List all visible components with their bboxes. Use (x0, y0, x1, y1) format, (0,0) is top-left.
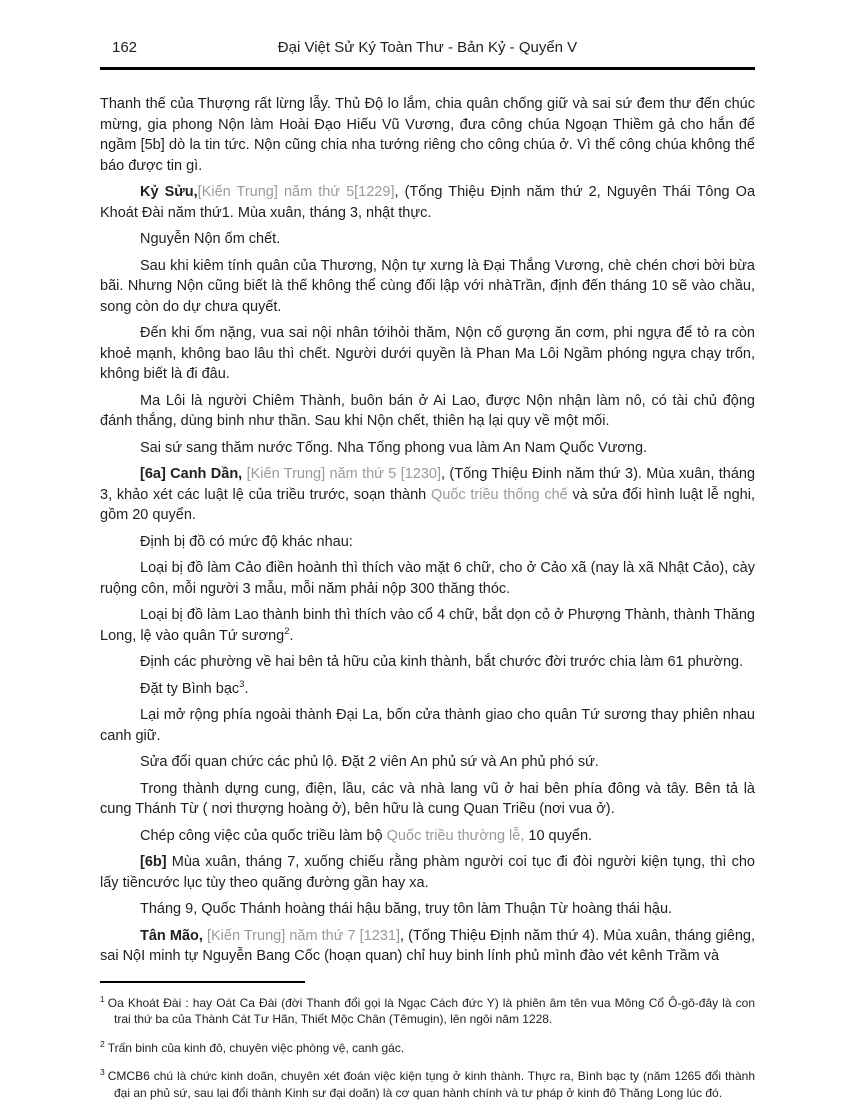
paragraph-10: Loại bị đồ làm Cảo điền hoành thì thích vào mặt 6 chữ, cho ở Cảo xã (nay là xã Nhật Cảo), cày ruộng côn, mỗi người 3 mẫu, mỗi năm phải nộp 300 thăng thóc. (100, 560, 755, 597)
paragraph-3: Nguyễn Nộn ốm chết. (140, 231, 281, 247)
paragraph-18: [6b] Mùa xuân, tháng 7, xuống chiếu rằng phàm người coi tục đi đòi người kiện tụng, thì cho lấy tiềncước lục tùy theo quãng đường gần hay xa. (100, 854, 755, 891)
footnotes (100, 995, 755, 1100)
footnote-number: 3 (100, 1067, 105, 1077)
footnote-ref-3: 3 (239, 678, 245, 690)
footnote-ref-2: 2 (284, 625, 290, 637)
paragraph-9: Định bị đồ có mức độ khác nhau: (140, 533, 353, 550)
body-text (100, 94, 755, 967)
footnote-2 (100, 1040, 755, 1057)
paragraph-12: Định các phường về hai bên tả hữu của kinh thành, bắt chước đời trước chia làm 61 phường. (140, 654, 744, 670)
footnote-1 (100, 995, 755, 1028)
paragraph-6: Ma Lôi là người Chiêm Thành, buôn bán ở Ai Lao, được Nộn nhận làm nô, có tài chủ động đánh thắng, dùng binh như thần. Sau khi Nộn chết, thiên hạ lại quy về một mối. (100, 392, 755, 429)
header-title: Đại Việt Sử Ký Toàn Thư - Bản Kỷ - Quyển V (277, 39, 578, 56)
paragraph-19: Tháng 9, Quốc Thánh hoàng thái hậu băng, truy tôn làm Thuận Từ hoàng thái hậu. (140, 901, 673, 917)
paragraph-11: Loại bị đồ làm Lao thành binh thì thích vào cổ 4 chữ, bắt dọn cỏ ở Phượng Thành, thành Thăng Long, lệ vào quân Tứ sương$^2$. (100, 607, 755, 644)
paragraph-13: Đặt ty Bình bạc$^3$. (140, 678, 249, 697)
paragraph-4: Sau khi kiêm tính quân của Thương, Nộn tự xưng là Đại Thắng Vương, chè chén chơi bời bừa bãi. Nhưng Nộn cũng biết là thế không thể cùng đối lập với nhàTrần, định đến tháng 10 sẽ vào chầu, song còn do dự chưa quyết. (100, 257, 755, 315)
footnote-3 (100, 1068, 755, 1100)
footnote-text: Oa Khoát Đài : hay Oát Ca Đài (đời Thanh đổi gọi là Ngạc Cách đức Y) là phiên âm tên vua Mông Cổ Ô-gô-đây là con trai thứ ba của Thành Cát Tư Hãn, Thiết Mộc Chân (Têmugin), lên ngôi năm 1228. (107, 995, 755, 1026)
footnote-text: CMCB6 chú là chức kinh doãn, chuyên xét đoán việc kiện tụng ở kinh thành. Thực ra, Bình bạc ty (năm 1265 đổi thành đại an phủ sứ, sau lại đổi thành Kinh sư đại doãn) là cơ quan hành chính và tư pháp ở kinh đô Thăng Long lúc đó. (107, 1069, 755, 1100)
paragraph-1: Thanh thế của Thượng rất lừng lẫy. Thủ Độ lo lắm, chia quân chống giữ và sai sứ đem thư đến chúc mừng, gia phong Nộn làm Hoài Đạo Hiếu Vũ Vương, đưa công chúa Ngoạn Thiềm gả cho hắn để ngầm [5b] dò la tin tức. Nộn cũng chia nha tướng riêng cho công chúa ở. Vì thế công chúa không thể báo được tin gì. (100, 96, 755, 174)
page-header (100, 38, 755, 70)
paragraph-16: Trong thành dựng cung, điện, lầu, các và nhà lang vũ ở hai bên phía đông và tây. Bên tả là cung Thánh Từ ( nơi thượng hoàng ở), bên hữu là cung Quan Triều (nơi vua ở). (100, 780, 755, 817)
footnote-number: 1 (100, 993, 105, 1004)
paragraph-15: Sửa đổi quan chức các phủ lộ. Đặt 2 viên An phủ sứ và An phủ phó sứ. (140, 754, 599, 770)
paragraph-20: Tân Mão, [Kiến Trung] năm thứ 7 [1231], (Tống Thiệu Định năm thứ 4). Mùa xuân, tháng giêng, sai NộI minh tự Nguyễn Bang Cốc (hoạn quan) chỉ huy binh lính phủ mình đào vét kênh Trầm và (100, 927, 755, 964)
paragraph-8: [6a] Canh Dần, [Kiến Trung] năm thứ 5 [1230], (Tống Thiệu Đinh năm thứ 3). Mùa xuân, tháng 3, khảo xét các luật lệ của triều trước, soạn thành Quốc triều thống chế và sửa đổi hình luật lễ nghi, gồm 20 quyển. (100, 466, 756, 523)
footnote-text: Trấn binh của kinh đô, chuyên việc phòng vệ, canh gác. (107, 1040, 405, 1055)
paragraph-5: Đến khi ốm nặng, vua sai nội nhân tớihỏi thăm, Nộn cố gượng ăn cơm, phi ngựa để tỏ ra còn khoẻ mạnh, không bao lâu thì chết. Người dưới quyền là Phan Ma Lôi Ngầm phóng ngựa chạy trốn, không biết là đi đâu. (100, 325, 755, 382)
paragraph-17: Chép công việc của quốc triều làm bộ Quốc triều thường lễ, 10 quyển. (140, 827, 593, 844)
footnote-separator (100, 981, 305, 983)
page-number: 162 (112, 39, 138, 56)
footnote-number: 2 (100, 1038, 105, 1049)
paragraph-7: Sai sứ sang thăm nước Tống. Nha Tống phong vua làm An Nam Quốc Vương. (140, 439, 648, 456)
paragraph-2: Kỷ Sửu,[Kiến Trung] năm thứ 5[1229], (Tống Thiệu Định năm thứ 2, Nguyên Thái Tông Oa Khoát Đài năm thứ1. Mùa xuân, tháng 3, nhật thực. (100, 184, 756, 221)
paragraph-14: Lại mở rộng phía ngoài thành Đại La, bốn cửa thành giao cho quân Tứ sương thay phiên nhau canh giữ. (100, 707, 755, 744)
